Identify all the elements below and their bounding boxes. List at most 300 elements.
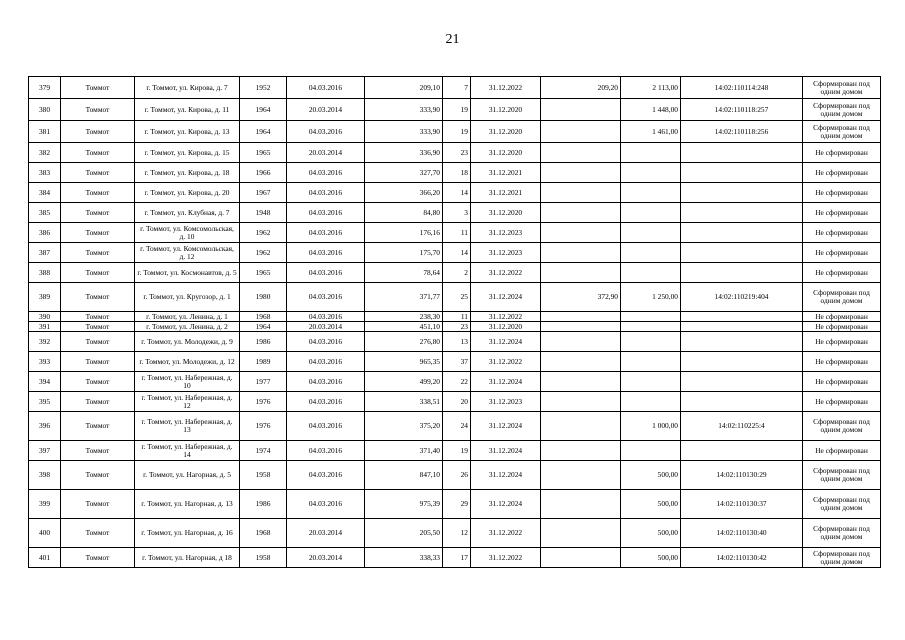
deadline-cell: 31.12.2021	[471, 183, 541, 203]
deadline-cell: 31.12.2023	[471, 223, 541, 243]
year-built-cell: 1976	[240, 392, 287, 412]
year-built-cell: 1952	[240, 77, 287, 99]
area-cell: 205,50	[365, 519, 443, 548]
city-cell: Томмот	[61, 99, 135, 121]
address-cell: г. Томмот, ул. Набережная, д. 13	[135, 412, 240, 441]
table-row	[29, 332, 881, 352]
city-cell: Томмот	[61, 412, 135, 441]
area-secondary-cell	[541, 243, 621, 263]
count-cell: 19	[443, 99, 471, 121]
land-area-cell	[621, 322, 681, 332]
land-status-cell: Не сформирован	[803, 372, 881, 392]
city-cell: Томмот	[61, 392, 135, 412]
land-area-cell	[621, 441, 681, 461]
year-built-cell: 1986	[240, 332, 287, 352]
area-secondary-cell	[541, 183, 621, 203]
table-row	[29, 99, 881, 121]
land-status-cell: Не сформирован	[803, 392, 881, 412]
land-area-cell	[621, 143, 681, 163]
area-secondary-cell	[541, 461, 621, 490]
table-row	[29, 490, 881, 519]
count-cell: 23	[443, 322, 471, 332]
row-number-cell: 382	[29, 143, 61, 163]
date-cell: 04.03.2016	[287, 441, 365, 461]
city-cell: Томмот	[61, 183, 135, 203]
area-cell: 499,20	[365, 372, 443, 392]
deadline-cell: 31.12.2024	[471, 412, 541, 441]
address-cell: г. Томмот, ул. Клубная, д. 7	[135, 203, 240, 223]
table-row	[29, 352, 881, 372]
land-status-cell: Не сформирован	[803, 332, 881, 352]
city-cell: Томмот	[61, 263, 135, 283]
area-cell: 84,80	[365, 203, 443, 223]
row-number-cell: 386	[29, 223, 61, 243]
city-cell: Томмот	[61, 203, 135, 223]
date-cell: 20.03.2014	[287, 322, 365, 332]
count-cell: 3	[443, 203, 471, 223]
land-area-cell	[621, 203, 681, 223]
page-number: 21	[445, 32, 460, 47]
table-row	[29, 143, 881, 163]
count-cell: 14	[443, 243, 471, 263]
count-cell: 37	[443, 352, 471, 372]
deadline-cell: 31.12.2020	[471, 322, 541, 332]
land-area-cell	[621, 392, 681, 412]
area-cell: 375,20	[365, 412, 443, 441]
year-built-cell: 1965	[240, 143, 287, 163]
city-cell: Томмот	[61, 322, 135, 332]
land-status-cell: Не сформирован	[803, 352, 881, 372]
land-status-cell: Не сформирован	[803, 143, 881, 163]
cadastral-number-cell	[681, 352, 803, 372]
count-cell: 7	[443, 77, 471, 99]
cadastral-number-cell: 14:02:110225:4	[681, 412, 803, 441]
area-secondary-cell	[541, 203, 621, 223]
deadline-cell: 31.12.2022	[471, 352, 541, 372]
table-row	[29, 283, 881, 312]
address-cell: г. Томмот, ул. Кирова, д. 15	[135, 143, 240, 163]
area-secondary-cell	[541, 392, 621, 412]
table-row	[29, 163, 881, 183]
deadline-cell: 31.12.2022	[471, 77, 541, 99]
area-secondary-cell	[541, 143, 621, 163]
land-status-cell: Не сформирован	[803, 243, 881, 263]
year-built-cell: 1962	[240, 243, 287, 263]
cadastral-number-cell: 14:02:110130:40	[681, 519, 803, 548]
table-row	[29, 263, 881, 283]
area-secondary-cell	[541, 548, 621, 568]
area-secondary-cell	[541, 312, 621, 322]
count-cell: 25	[443, 283, 471, 312]
year-built-cell: 1962	[240, 223, 287, 243]
date-cell: 04.03.2016	[287, 203, 365, 223]
table-row	[29, 548, 881, 568]
land-status-cell: Не сформирован	[803, 263, 881, 283]
deadline-cell: 31.12.2024	[471, 283, 541, 312]
year-built-cell: 1948	[240, 203, 287, 223]
table-row	[29, 519, 881, 548]
city-cell: Томмот	[61, 461, 135, 490]
deadline-cell: 31.12.2024	[471, 372, 541, 392]
area-cell: 175,70	[365, 243, 443, 263]
cadastral-number-cell: 14:02:110114:248	[681, 77, 803, 99]
cadastral-number-cell	[681, 223, 803, 243]
count-cell: 19	[443, 121, 471, 143]
area-cell: 176,16	[365, 223, 443, 243]
area-cell: 847,10	[365, 461, 443, 490]
table-row	[29, 77, 881, 99]
count-cell: 23	[443, 143, 471, 163]
row-number-cell: 383	[29, 163, 61, 183]
date-cell: 04.03.2016	[287, 352, 365, 372]
address-cell: г. Томмот, ул. Молодежи, д. 9	[135, 332, 240, 352]
land-status-cell: Сформирован под одним домом	[803, 99, 881, 121]
date-cell: 20.03.2014	[287, 99, 365, 121]
land-area-cell: 500,00	[621, 490, 681, 519]
area-cell: 366,20	[365, 183, 443, 203]
year-built-cell: 1980	[240, 283, 287, 312]
date-cell: 04.03.2016	[287, 372, 365, 392]
address-cell: г. Томмот, ул. Комсомольская, д. 10	[135, 223, 240, 243]
cadastral-number-cell: 14:02:110118:257	[681, 99, 803, 121]
cadastral-number-cell	[681, 441, 803, 461]
count-cell: 11	[443, 223, 471, 243]
date-cell: 04.03.2016	[287, 163, 365, 183]
deadline-cell: 31.12.2020	[471, 99, 541, 121]
cadastral-number-cell	[681, 183, 803, 203]
area-cell: 333,90	[365, 121, 443, 143]
year-built-cell: 1968	[240, 519, 287, 548]
area-cell: 371,77	[365, 283, 443, 312]
row-number-cell: 385	[29, 203, 61, 223]
deadline-cell: 31.12.2024	[471, 332, 541, 352]
year-built-cell: 1977	[240, 372, 287, 392]
deadline-cell: 31.12.2020	[471, 121, 541, 143]
area-cell: 371,40	[365, 441, 443, 461]
table-row	[29, 183, 881, 203]
table-row	[29, 203, 881, 223]
city-cell: Томмот	[61, 490, 135, 519]
address-cell: г. Томмот, ул. Космонавтов, д. 5	[135, 263, 240, 283]
year-built-cell: 1964	[240, 99, 287, 121]
address-cell: г. Томмот, ул. Ленина, д. 1	[135, 312, 240, 322]
row-number-cell: 389	[29, 283, 61, 312]
deadline-cell: 31.12.2023	[471, 243, 541, 263]
row-number-cell: 399	[29, 490, 61, 519]
year-built-cell: 1974	[240, 441, 287, 461]
cadastral-number-cell	[681, 332, 803, 352]
cadastral-number-cell	[681, 322, 803, 332]
table-row	[29, 121, 881, 143]
date-cell: 04.03.2016	[287, 392, 365, 412]
count-cell: 18	[443, 163, 471, 183]
area-secondary-cell	[541, 352, 621, 372]
address-cell: г. Томмот, ул. Кругозор, д. 1	[135, 283, 240, 312]
land-status-cell: Не сформирован	[803, 312, 881, 322]
deadline-cell: 31.12.2024	[471, 490, 541, 519]
city-cell: Томмот	[61, 143, 135, 163]
city-cell: Томмот	[61, 548, 135, 568]
land-area-cell	[621, 312, 681, 322]
count-cell: 26	[443, 461, 471, 490]
address-cell: г. Томмот, ул. Нагорная, д. 16	[135, 519, 240, 548]
cadastral-number-cell	[681, 312, 803, 322]
row-number-cell: 397	[29, 441, 61, 461]
year-built-cell: 1967	[240, 183, 287, 203]
row-number-cell: 387	[29, 243, 61, 263]
table-row	[29, 322, 881, 332]
land-area-cell: 1 461,00	[621, 121, 681, 143]
table-row	[29, 392, 881, 412]
deadline-cell: 31.12.2024	[471, 441, 541, 461]
cadastral-number-cell: 14:02:110118:256	[681, 121, 803, 143]
count-cell: 22	[443, 372, 471, 392]
cadastral-number-cell	[681, 203, 803, 223]
row-number-cell: 379	[29, 77, 61, 99]
city-cell: Томмот	[61, 223, 135, 243]
land-status-cell: Сформирован под одним домом	[803, 412, 881, 441]
address-cell: г. Томмот, ул. Ленина, д. 2	[135, 322, 240, 332]
land-area-cell	[621, 372, 681, 392]
land-status-cell: Не сформирован	[803, 322, 881, 332]
date-cell: 04.03.2016	[287, 332, 365, 352]
land-status-cell: Сформирован под одним домом	[803, 121, 881, 143]
address-cell: г. Томмот, ул. Нагорная, д. 13	[135, 490, 240, 519]
count-cell: 19	[443, 441, 471, 461]
land-area-cell	[621, 332, 681, 352]
date-cell: 04.03.2016	[287, 490, 365, 519]
area-secondary-cell	[541, 322, 621, 332]
area-cell: 336,90	[365, 143, 443, 163]
cadastral-number-cell	[681, 392, 803, 412]
deadline-cell: 31.12.2024	[471, 461, 541, 490]
area-secondary-cell	[541, 519, 621, 548]
year-built-cell: 1968	[240, 312, 287, 322]
land-status-cell: Сформирован под одним домом	[803, 519, 881, 548]
table-row	[29, 223, 881, 243]
year-built-cell: 1976	[240, 412, 287, 441]
row-number-cell: 380	[29, 99, 61, 121]
area-secondary-cell	[541, 163, 621, 183]
cadastral-number-cell	[681, 263, 803, 283]
deadline-cell: 31.12.2021	[471, 163, 541, 183]
land-area-cell: 500,00	[621, 548, 681, 568]
address-cell: г. Томмот, ул. Набережная, д. 12	[135, 392, 240, 412]
row-number-cell: 395	[29, 392, 61, 412]
deadline-cell: 31.12.2020	[471, 203, 541, 223]
area-cell: 975,39	[365, 490, 443, 519]
row-number-cell: 381	[29, 121, 61, 143]
address-cell: г. Томмот, ул. Молодежи, д. 12	[135, 352, 240, 372]
land-status-cell: Сформирован под одним домом	[803, 548, 881, 568]
city-cell: Томмот	[61, 77, 135, 99]
date-cell: 04.03.2016	[287, 412, 365, 441]
land-area-cell: 1 250,00	[621, 283, 681, 312]
row-number-cell: 393	[29, 352, 61, 372]
city-cell: Томмот	[61, 283, 135, 312]
city-cell: Томмот	[61, 121, 135, 143]
area-secondary-cell	[541, 332, 621, 352]
area-secondary-cell	[541, 412, 621, 441]
area-cell: 327,70	[365, 163, 443, 183]
land-status-cell: Не сформирован	[803, 163, 881, 183]
land-area-cell	[621, 263, 681, 283]
cadastral-number-cell: 14:02:110219:404	[681, 283, 803, 312]
city-cell: Томмот	[61, 352, 135, 372]
date-cell: 20.03.2014	[287, 143, 365, 163]
land-area-cell: 1 000,00	[621, 412, 681, 441]
address-cell: г. Томмот, ул. Кирова, д. 11	[135, 99, 240, 121]
housing-registry-table	[28, 76, 881, 568]
city-cell: Томмот	[61, 332, 135, 352]
row-number-cell: 392	[29, 332, 61, 352]
land-area-cell: 2 113,00	[621, 77, 681, 99]
year-built-cell: 1989	[240, 352, 287, 372]
date-cell: 04.03.2016	[287, 283, 365, 312]
city-cell: Томмот	[61, 163, 135, 183]
land-status-cell: Сформирован под одним домом	[803, 461, 881, 490]
row-number-cell: 391	[29, 322, 61, 332]
row-number-cell: 401	[29, 548, 61, 568]
city-cell: Томмот	[61, 372, 135, 392]
land-area-cell: 500,00	[621, 519, 681, 548]
year-built-cell: 1958	[240, 461, 287, 490]
land-area-cell: 500,00	[621, 461, 681, 490]
deadline-cell: 31.12.2022	[471, 263, 541, 283]
deadline-cell: 31.12.2023	[471, 392, 541, 412]
city-cell: Томмот	[61, 441, 135, 461]
area-cell: 965,35	[365, 352, 443, 372]
row-number-cell: 384	[29, 183, 61, 203]
area-secondary-cell: 209,20	[541, 77, 621, 99]
date-cell: 04.03.2016	[287, 183, 365, 203]
count-cell: 20	[443, 392, 471, 412]
count-cell: 12	[443, 519, 471, 548]
deadline-cell: 31.12.2020	[471, 143, 541, 163]
year-built-cell: 1966	[240, 163, 287, 183]
count-cell: 14	[443, 183, 471, 203]
registry-body	[29, 77, 881, 568]
land-status-cell: Сформирован под одним домом	[803, 490, 881, 519]
area-secondary-cell	[541, 99, 621, 121]
date-cell: 20.03.2014	[287, 519, 365, 548]
land-status-cell: Не сформирован	[803, 441, 881, 461]
land-status-cell: Не сформирован	[803, 183, 881, 203]
date-cell: 04.03.2016	[287, 121, 365, 143]
land-status-cell: Не сформирован	[803, 223, 881, 243]
count-cell: 24	[443, 412, 471, 441]
land-area-cell	[621, 352, 681, 372]
cadastral-number-cell	[681, 143, 803, 163]
address-cell: г. Томмот, ул. Кирова, д. 20	[135, 183, 240, 203]
land-area-cell	[621, 243, 681, 263]
date-cell: 04.03.2016	[287, 461, 365, 490]
city-cell: Томмот	[61, 519, 135, 548]
land-area-cell: 1 448,00	[621, 99, 681, 121]
table-row	[29, 372, 881, 392]
area-secondary-cell: 372,90	[541, 283, 621, 312]
table-row	[29, 312, 881, 322]
year-built-cell: 1986	[240, 490, 287, 519]
row-number-cell: 398	[29, 461, 61, 490]
count-cell: 2	[443, 263, 471, 283]
address-cell: г. Томмот, ул. Нагорная, д 18	[135, 548, 240, 568]
cadastral-number-cell: 14:02:110130:29	[681, 461, 803, 490]
row-number-cell: 390	[29, 312, 61, 322]
year-built-cell: 1964	[240, 121, 287, 143]
date-cell: 04.03.2016	[287, 243, 365, 263]
area-cell: 451,10	[365, 322, 443, 332]
area-cell: 333,90	[365, 99, 443, 121]
cadastral-number-cell: 14:02:110130:42	[681, 548, 803, 568]
land-status-cell: Сформирован под одним домом	[803, 77, 881, 99]
date-cell: 04.03.2016	[287, 263, 365, 283]
area-cell: 276,80	[365, 332, 443, 352]
area-cell: 209,10	[365, 77, 443, 99]
city-cell: Томмот	[61, 243, 135, 263]
address-cell: г. Томмот, ул. Кирова, д. 13	[135, 121, 240, 143]
date-cell: 20.03.2014	[287, 548, 365, 568]
address-cell: г. Томмот, ул. Кирова, д. 18	[135, 163, 240, 183]
year-built-cell: 1958	[240, 548, 287, 568]
count-cell: 29	[443, 490, 471, 519]
deadline-cell: 31.12.2022	[471, 519, 541, 548]
land-area-cell	[621, 223, 681, 243]
year-built-cell: 1965	[240, 263, 287, 283]
cadastral-number-cell	[681, 243, 803, 263]
cadastral-number-cell	[681, 372, 803, 392]
area-cell: 338,51	[365, 392, 443, 412]
address-cell: г. Томмот, ул. Кирова, д. 7	[135, 77, 240, 99]
cadastral-number-cell	[681, 163, 803, 183]
row-number-cell: 400	[29, 519, 61, 548]
count-cell: 17	[443, 548, 471, 568]
year-built-cell: 1964	[240, 322, 287, 332]
city-cell: Томмот	[61, 312, 135, 322]
area-secondary-cell	[541, 441, 621, 461]
land-status-cell: Сформирован под одним домом	[803, 283, 881, 312]
deadline-cell: 31.12.2022	[471, 312, 541, 322]
deadline-cell: 31.12.2022	[471, 548, 541, 568]
count-cell: 11	[443, 312, 471, 322]
count-cell: 13	[443, 332, 471, 352]
address-cell: г. Томмот, ул. Набережная, д. 10	[135, 372, 240, 392]
table-row	[29, 441, 881, 461]
address-cell: г. Томмот, ул. Набережная, д. 14	[135, 441, 240, 461]
address-cell: г. Томмот, ул. Нагорная, д. 5	[135, 461, 240, 490]
land-area-cell	[621, 183, 681, 203]
row-number-cell: 396	[29, 412, 61, 441]
area-secondary-cell	[541, 372, 621, 392]
area-cell: 78,64	[365, 263, 443, 283]
area-cell: 338,33	[365, 548, 443, 568]
cadastral-number-cell: 14:02:110130:37	[681, 490, 803, 519]
area-cell: 238,30	[365, 312, 443, 322]
table-row	[29, 412, 881, 441]
row-number-cell: 388	[29, 263, 61, 283]
land-status-cell: Не сформирован	[803, 203, 881, 223]
table-row	[29, 243, 881, 263]
date-cell: 04.03.2016	[287, 312, 365, 322]
date-cell: 04.03.2016	[287, 77, 365, 99]
area-secondary-cell	[541, 490, 621, 519]
row-number-cell: 394	[29, 372, 61, 392]
land-area-cell	[621, 163, 681, 183]
table-row	[29, 461, 881, 490]
area-secondary-cell	[541, 263, 621, 283]
area-secondary-cell	[541, 223, 621, 243]
area-secondary-cell	[541, 121, 621, 143]
